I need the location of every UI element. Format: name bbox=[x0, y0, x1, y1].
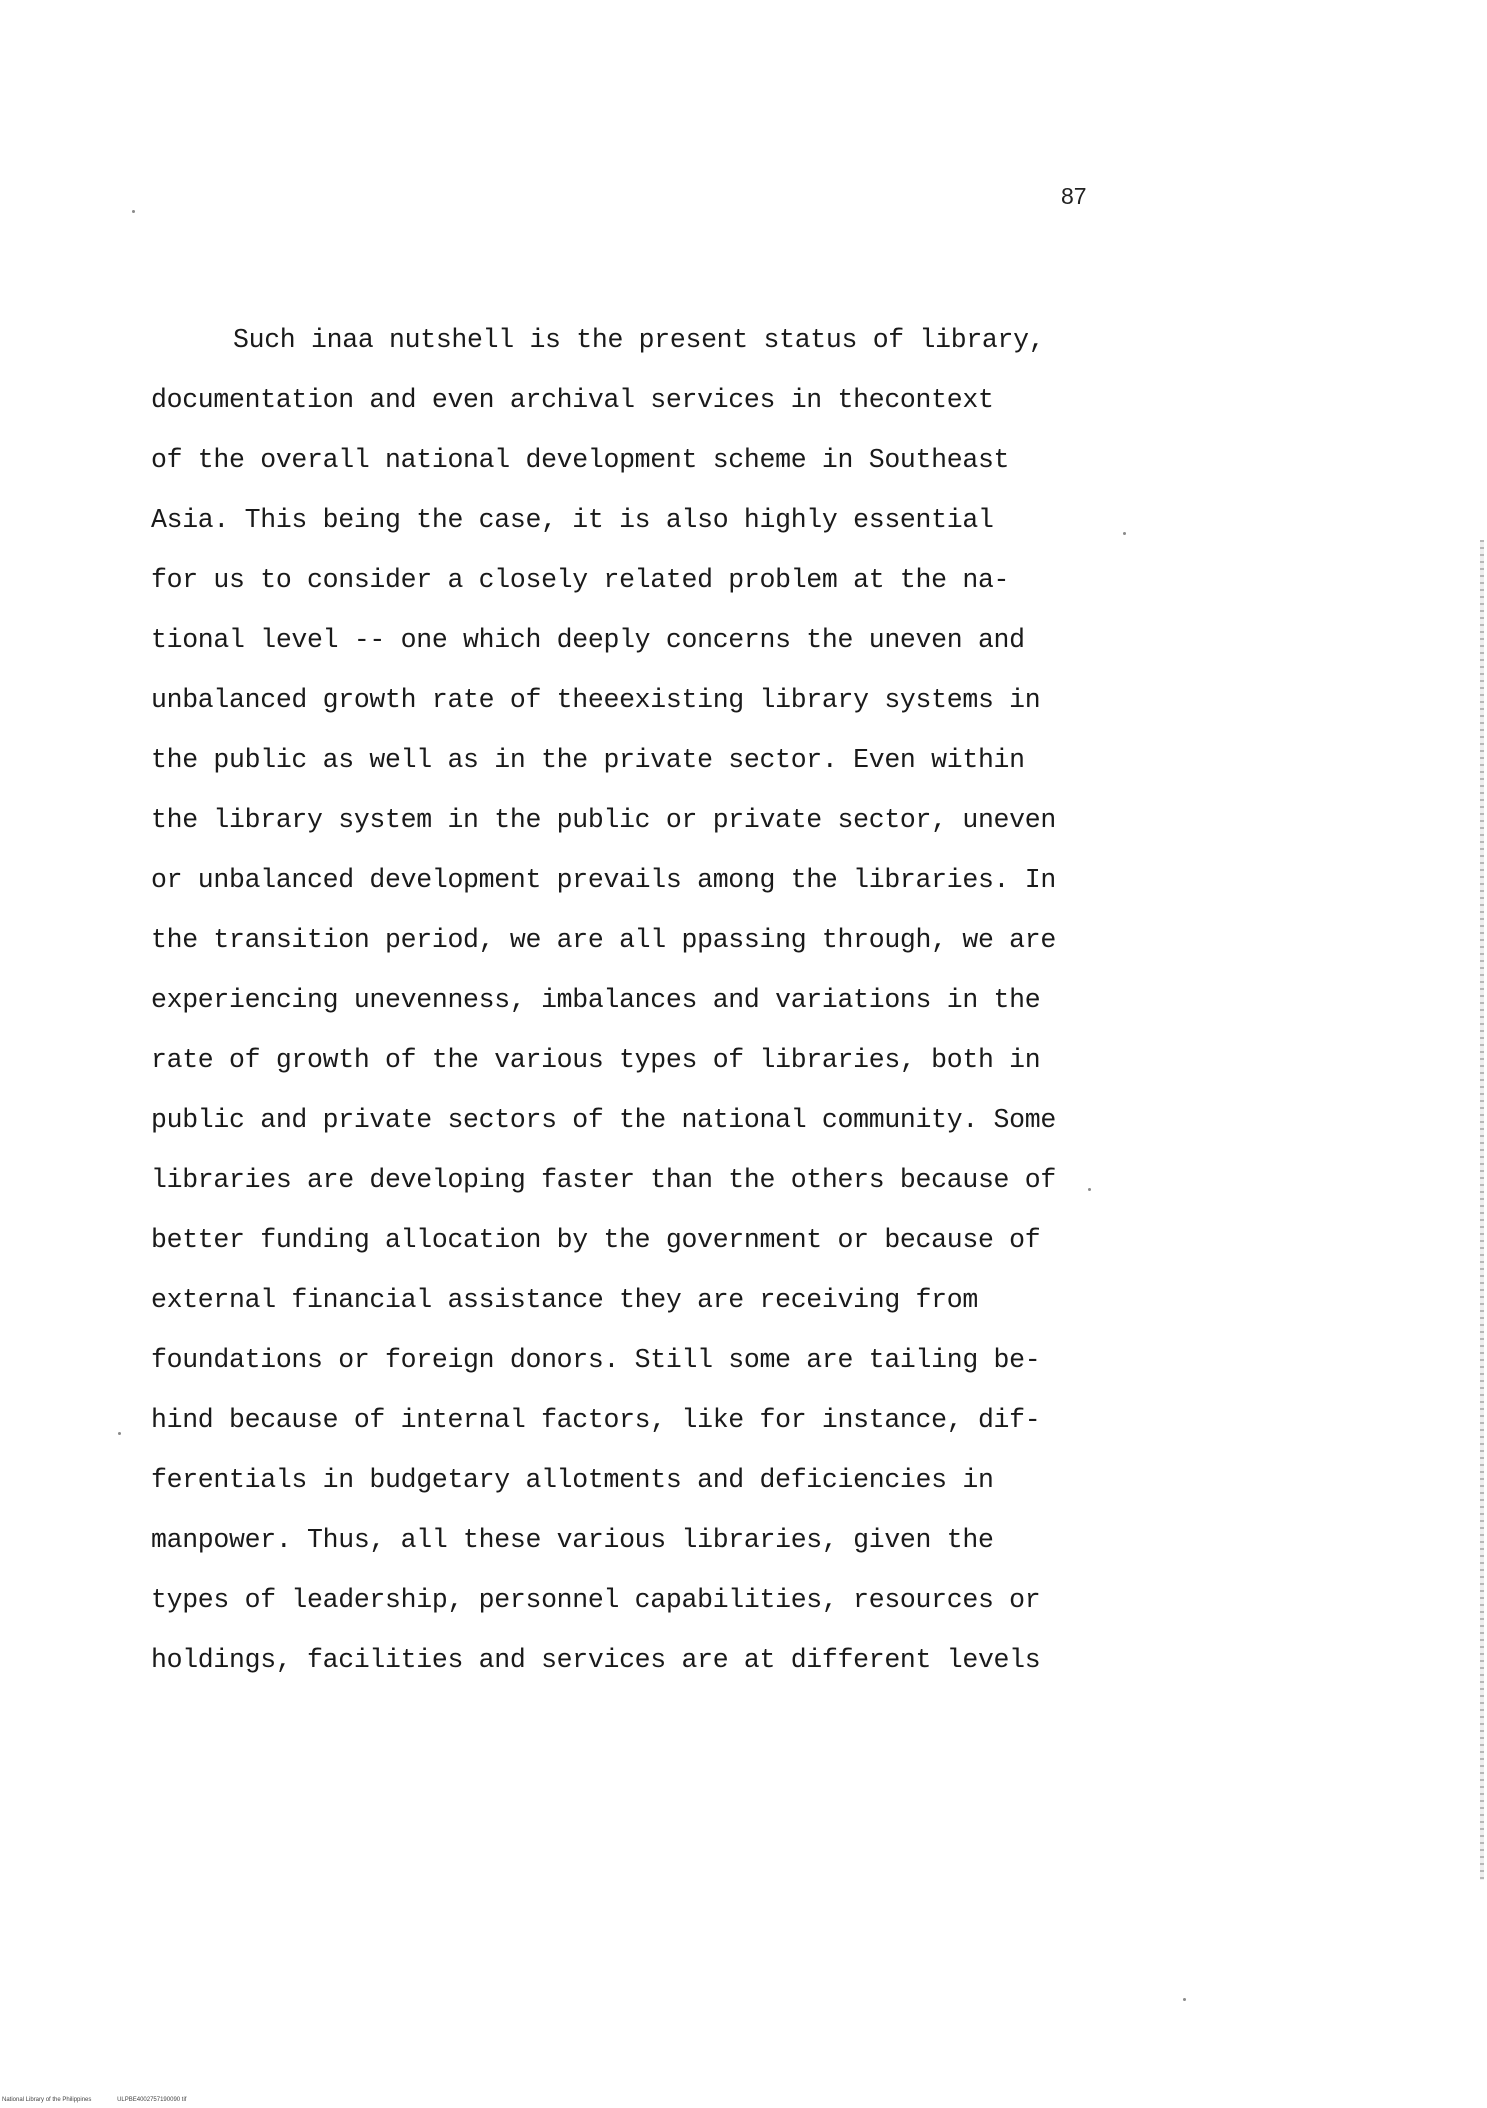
footer-source: National Library of the Philippines bbox=[2, 2097, 92, 2103]
scan-speck bbox=[132, 210, 135, 213]
scan-speck bbox=[118, 1432, 121, 1435]
text-line: types of leadership, personnel capabilities, resources or bbox=[151, 1585, 1041, 1615]
scan-speck bbox=[1123, 532, 1126, 535]
text-line: or unbalanced development prevails among the libraries. In bbox=[151, 865, 1056, 895]
text-line: the library system in the public or private sector, uneven bbox=[151, 805, 1056, 835]
text-line: holdings, facilities and services are at different levels bbox=[151, 1645, 1041, 1675]
text-line: Such inaa nutshell is the present status of library, bbox=[233, 325, 1045, 355]
text-line: Asia. This being the case, it is also highly essential bbox=[151, 505, 994, 535]
text-line: external financial assistance they are receiving from bbox=[151, 1285, 978, 1315]
text-line: ferentials in budgetary allotments and deficiencies in bbox=[151, 1465, 994, 1495]
text-line: tional level -- one which deeply concerns the uneven and bbox=[151, 625, 1025, 655]
body-text bbox=[151, 310, 1056, 1690]
text-line: of the overall national development scheme in Southeast bbox=[151, 445, 1010, 475]
text-line: better funding allocation by the government or because of bbox=[151, 1225, 1041, 1255]
text-line: libraries are developing faster than the others because of bbox=[151, 1165, 1056, 1195]
scan-edge-artifact bbox=[1480, 540, 1484, 1880]
text-line: manpower. Thus, all these various libraries, given the bbox=[151, 1525, 994, 1555]
text-line: public and private sectors of the national community. Some bbox=[151, 1105, 1056, 1135]
text-line: foundations or foreign donors. Still some are tailing be- bbox=[151, 1345, 1041, 1375]
text-line: rate of growth of the various types of libraries, both in bbox=[151, 1045, 1041, 1075]
scan-speck bbox=[1088, 1188, 1091, 1191]
text-line: the public as well as in the private sector. Even within bbox=[151, 745, 1025, 775]
text-line: the transition period, we are all ppassing through, we are bbox=[151, 925, 1056, 955]
page-number: 87 bbox=[1061, 183, 1087, 209]
text-line: experiencing unevenness, imbalances and variations in the bbox=[151, 985, 1041, 1015]
text-line: for us to consider a closely related problem at the na- bbox=[151, 565, 1010, 595]
footer-file-id: ULPBE4002757190090 tif bbox=[117, 2097, 187, 2103]
scan-speck bbox=[1183, 1998, 1186, 2001]
text-line: documentation and even archival services in thecontext bbox=[151, 385, 994, 415]
text-line: unbalanced growth rate of theeexisting library systems in bbox=[151, 685, 1041, 715]
footer bbox=[2, 2097, 210, 2103]
text-line: hind because of internal factors, like for instance, dif- bbox=[151, 1405, 1041, 1435]
